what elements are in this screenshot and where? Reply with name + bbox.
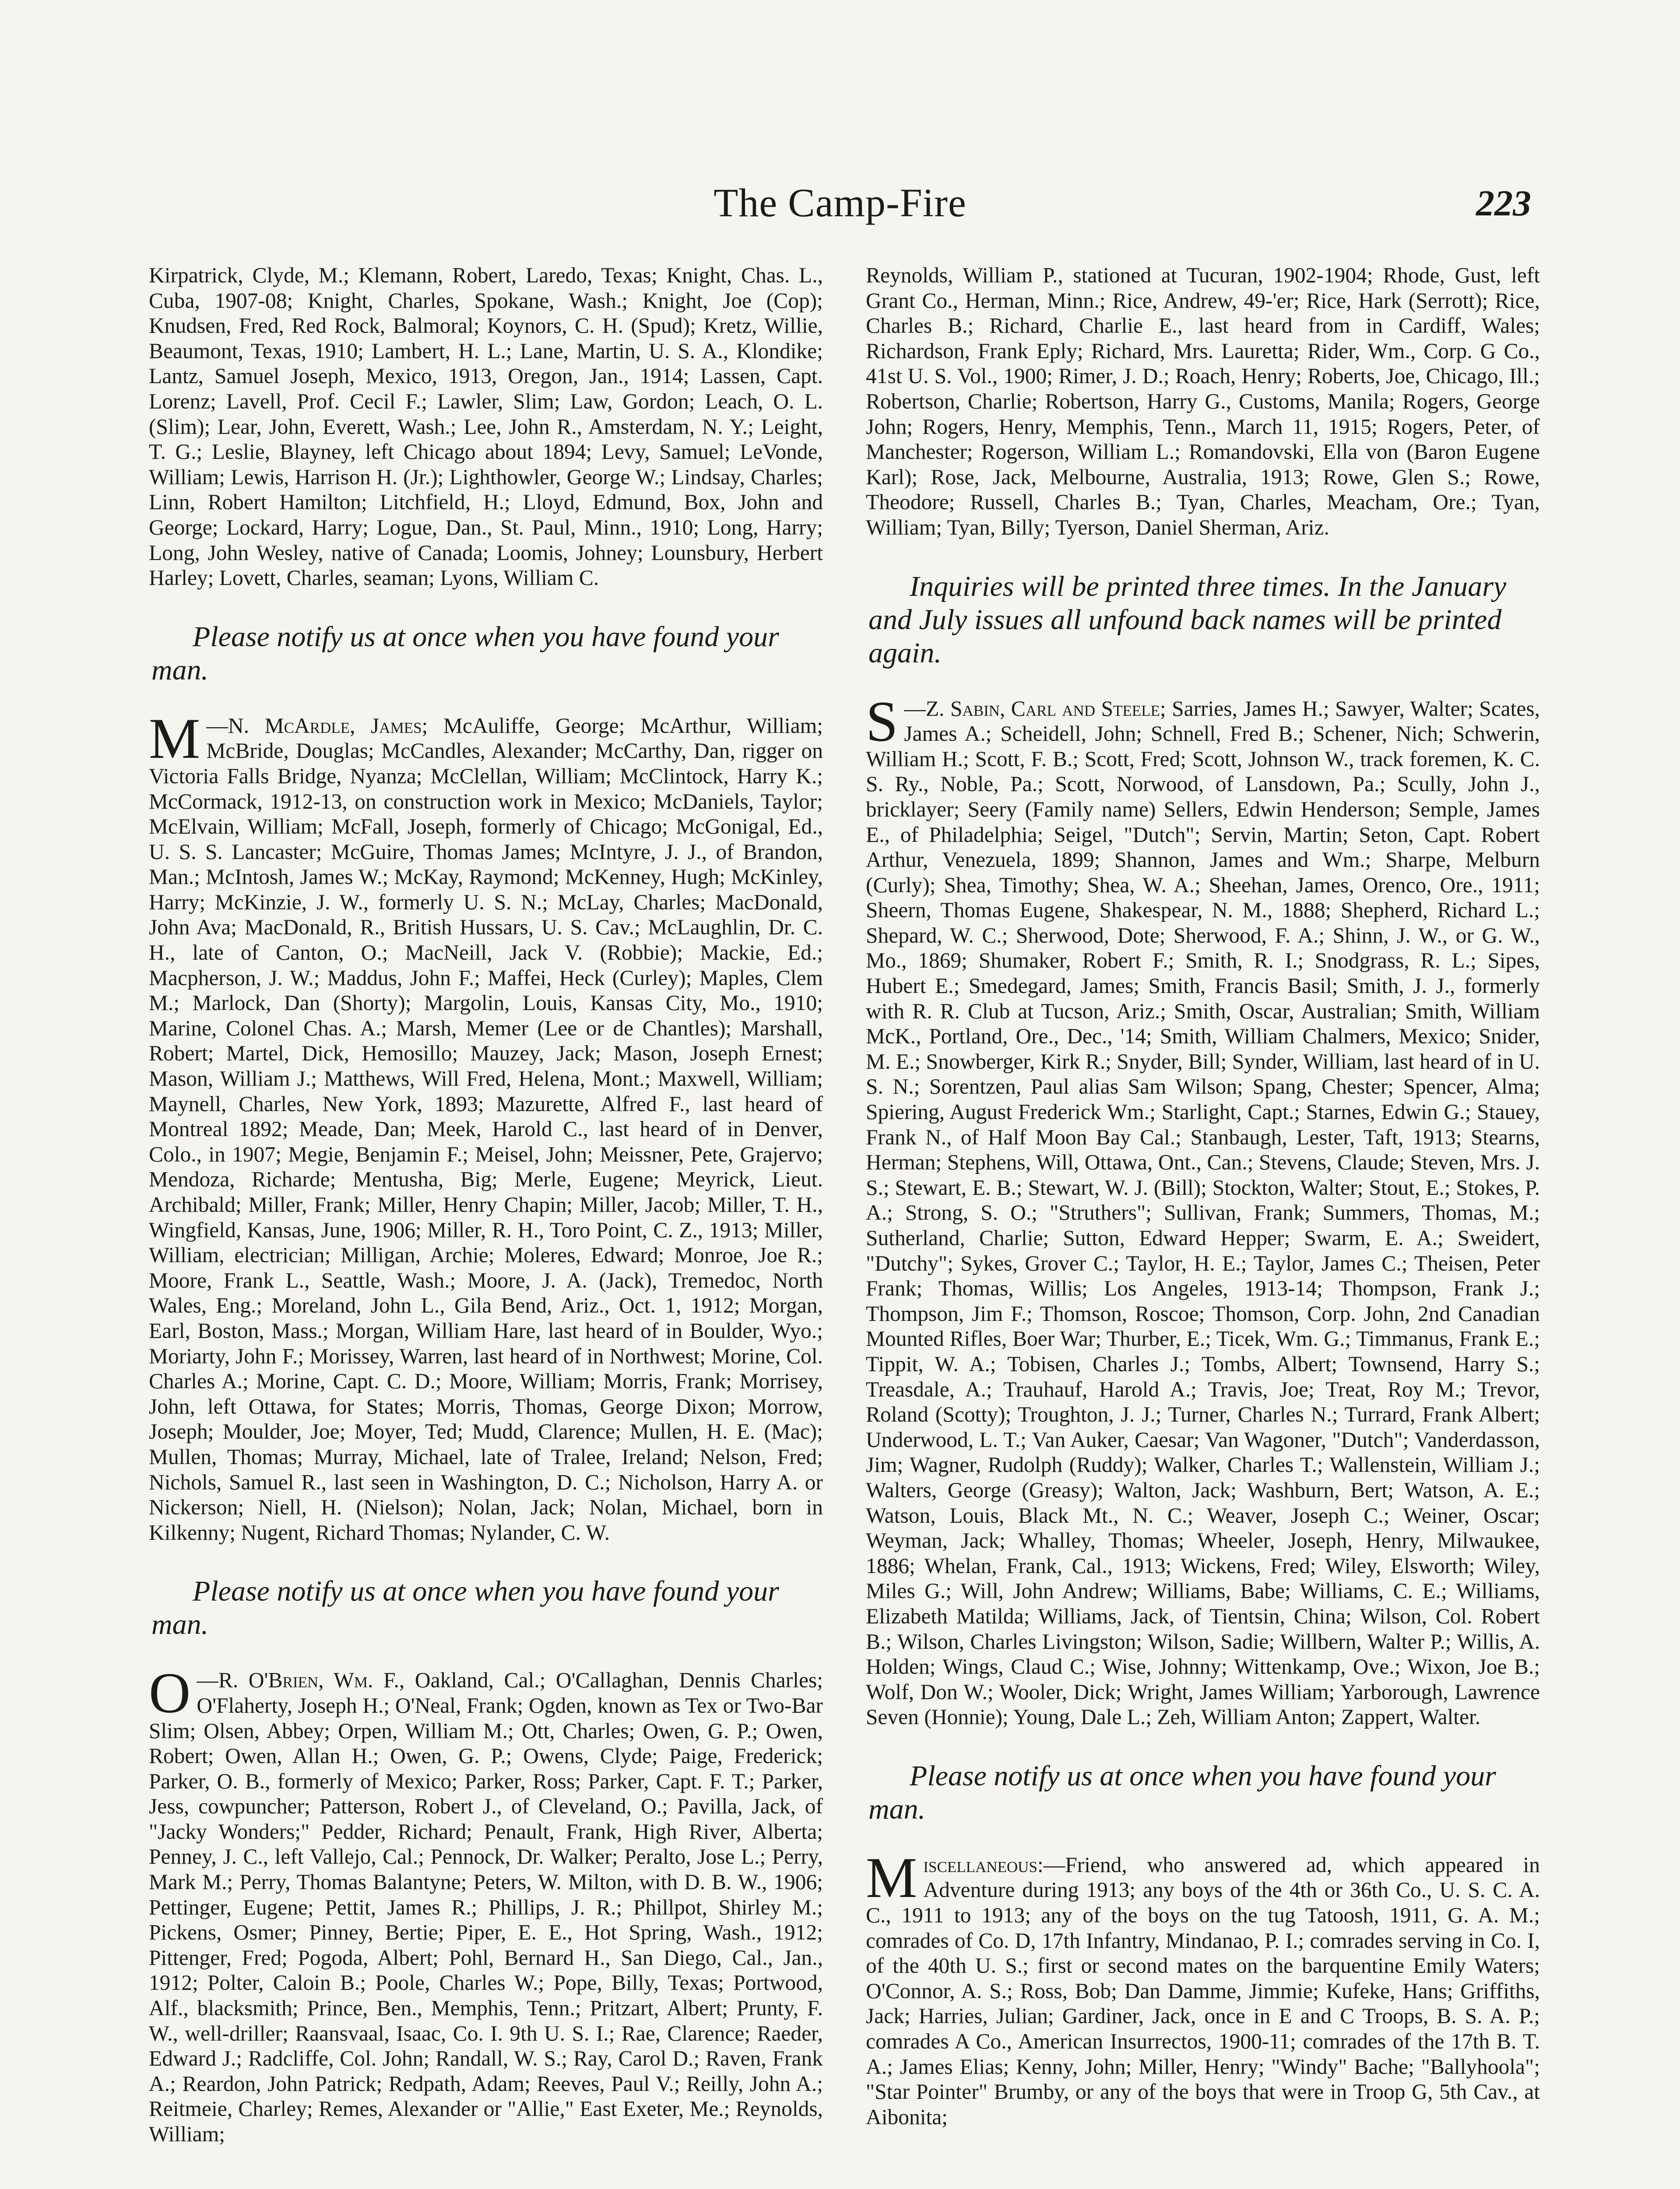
- right-column: [866, 263, 1540, 2129]
- left-column: [149, 263, 823, 2147]
- k-l-entries: Kirpatrick, Clyde, M.; Klemann, Robert, Laredo, Texas; Knight, Chas. L., Cuba, 1907-08; Knight, Charles, Spokane, Wash.; Knight, Joe (Cop); Knudsen, Fred, Red Rock, Balmoral; Koynors, C. H. (Spud); Kretz, Willie, Beaumont, Texas, 1910; Lambert, H. L.; Lane, Martin, U. S. A., Klondike; Lantz, Samuel Joseph, Mexico, 1913, Oregon, Jan., 1914; Lassen, Capt. Lorenz; Lavell, Prof. Cecil F.; Lawler, Slim; Law, Gordon; Leach, O. L. (Slim); Lear, John, Everett, Wash.; Lee, John R., Amsterdam, N. Y.; Leight, T. G.; Leslie, Blayney, left Chicago about 1894; Levy, Samuel; LeVonde, William; Lewis, Harrison H. (Jr.); Lighthowler, George W.; Lindsay, Charles; Linn, Robert Hamilton; Litchfield, H.; Lloyd, Edmund, Box, John and George; Lockard, Harry; Logue, Dan., St. Paul, Minn., 1910; Long, Harry; Long, John Wesley, native of Canada; Loomis, Johney; Lounsbury, Herbert Harley; Lovett, Charles, seaman; Lyons, William C.: [149, 263, 823, 590]
- misc-initial: M: [866, 1845, 917, 1910]
- misc-entries: —Friend, who answered ad, which appeared in Adventure during 1913; any boys of the 4th or 36th Co., U. S. C. A. C., 1911 to 1913; any of the boys on the tug Tatoosh, 1911, G. A. M.; comrades of Co. D, 17th Infantry, Mindanao, P. I.; comrades serving in Co. I, of the 40th U. S.; first or second mates on the barquentine Emily Waters; O'Connor, A. S.; Ross, Bob; Dan Damme, Jimmie; Kufeke, Hans; Griffiths, Jack; Harries, Julian; Gardiner, Jack, once in E and C Troops, B. S. A. P.; comrades A Co., American Insurrectos, 1900-11; comrades of the 17th B. T. A.; James Elias; Kenny, John; Miller, Henry; "Windy" Bache; "Ballyhoola"; "Star Pointer" Brumby, or any of the boys that were in Troop G, 5th Cav., at Aibonita;: [866, 1852, 1540, 2129]
- notify-notice-2: Please notify us at once when you have found your man.: [151, 1575, 779, 1641]
- notify-notice-3: Please notify us at once when you have found your man.: [868, 1760, 1496, 1825]
- s-z-initial: S: [866, 689, 898, 753]
- notify-notice-1: Please notify us at once when you have found your man.: [151, 620, 779, 686]
- r-entries: Reynolds, William P., stationed at Tucuran, 1902-1904; Rhode, Gust, left Grant Co., Herman, Minn.; Rice, Andrew, 49-'er; Rice, Hark (Serrott); Rice, Charles B.; Richard, Charlie E., last heard from in Cardiff, Wales; Richardson, Frank Eply; Richard, Mrs. Lauretta; Rider, Wm., Corp. G Co., 41st U. S. Vol., 1900; Rimer, J. D.; Roach, Henry; Roberts, Joe, Chicago, Ill.; Robertson, Charlie; Robertson, Harry G., Customs, Manila; Rogers, George John; Rogers, Henry, Memphis, Tenn., March 11, 1915; Rogers, Peter, of Manchester; Rogerson, William L.; Romandovski, Ella von (Baron Eugene Karl); Rose, Jack, Melbourne, Australia, 1913; Rowe, Glen S.; Rowe, Theodore; Russell, Charles B.; Tyan, Charles, Meacham, Ore.; Tyan, William; Tyan, Billy; Tyerson, Daniel Sherman, Ariz.: [866, 263, 1540, 539]
- running-header: [0, 179, 1680, 236]
- m-n-section: [149, 706, 823, 1545]
- inquiries-notice: Inquiries will be printed three times. In the January and July issues all unfound back names will be printed again.: [868, 570, 1507, 669]
- o-r-heading: —R. O'Brien, Wm. F.,: [197, 1668, 405, 1693]
- misc-heading: iscellaneous:: [923, 1852, 1044, 1877]
- page-title: The Camp-Fire: [713, 180, 967, 225]
- s-z-entries: Sarries, James H.; Sawyer, Walter; Scates, James A.; Scheidell, John; Schnell, Fred B.; Schener, Nich; Schwerin, William H.; Scott, F. B.; Scott, Fred; Scott, Johnson W., track foremen, K. C. S. Ry., Noble, Pa.; Scott, Norwood, of Lansdown, Pa.; Scully, John J., bricklayer; Seery (Family name) Sellers, Edwin Henderson; Semple, James E., of Philadelphia; Seigel, "Dutch"; Servin, Martin; Seton, Capt. Robert Arthur, Venezuela, 1899; Shannon, James and Wm.; Sharpe, Melburn (Curly); Shea, Timothy; Shea, W. A.; Sheehan, James, Orenco, Ore., 1911; Sheern, Thomas Eugene, Shakespear, N. M., 1888; Shepherd, Richard L.; Shepard, W. C.; Sherwood, Dote; Sherwood, F. A.; Shinn, J. W., or G. W., Mo., 1869; Shumaker, Robert F.; Smith, R. I.; Snodgrass, R. L.; Sipes, Hubert E.; Smedegard, James; Smith, Francis Basil; Smith, J. J., formerly with R. R. Club at Tucson, Ariz.; Smith, Oscar, Australian; Smith, William McK., Portland, Ore., Dec., '14; Smith, William Chalmers, Mexico; Snider, M. E.; Snowberger, Kirk R.; Snyder, Bill; Synder, William, last heard of in U. S. N.; Sorentzen, Paul alias Sam Wilson; Spang, Chester; Spencer, Alma; Spiering, August Frederick Wm.; Starlight, Capt.; Starnes, Edwin G.; Stauey, Frank N., of Half Moon Bay Cal.; Stanbaugh, Lester, Taft, 1913; Stearns, Herman; Stephens, Will, Ottawa, Ont., Can.; Stevens, Claude; Steven, Mrs. J. S.; Stewart, E. B.; Stewart, W. J. (Bill); Stockton, Walter; Stout, E.; Stokes, P. A.; Strong, S. O.; "Struthers"; Sullivan, Frank; Summers, Thomas, M.; Sutherland, Charlie; Sutton, Edward Hepper; Swarm, E. A.; Sweidert, "Dutchy"; Sykes, Grover C.; Taylor, H. E.; Taylor, James C.; Theisen, Peter Frank; Thomas, Willis; Los Angeles, 1913-14; Thompson, Frank J.; Thompson, Jim F.; Thomson, Roscoe; Thomson, Corp. John, 2nd Canadian Mounted Rifles, Boer War; Thurber, E.; Ticek, Wm. G.; Timmanus, Frank E.; Tippit, W. A.; Tobisen, Charles J.; Tombs, Albert; Townsend, Harry S.; Treasdale, A.; Trauhauf, Harold A.; Travis, Joe; Treat, Roy M.; Trevor, Roland (Scotty); Troughton, J. J.; Turner, Charles N.; Turrard, Frank Albert; Underwood, L. T.; Van Auker, Caesar; Van Wagoner, "Dutch"; Vanderdasson, Jim; Wagner, Rudolph (Ruddy); Walker, Charles T.; Wallenstein, William J.; Walters, George (Greasy); Walton, Jack; Washburn, Bert; Watson, A. E.; Watson, Louis, Black Mt., N. C.; Weaver, Joseph C.; Weiner, Oscar; Weyman, Jack; Whalley, Thomas; Wheeler, Joseph, Henry, Milwaukee, 1886; Whelan, Frank, Cal., 1913; Wickens, Fred; Wiley, Elsworth; Wiley, Miles G.; Will, John Andrew; Williams, Babe; Williams, C. E.; Williams, Elizabeth Matilda; Williams, Jack, of Tientsin, China; Wilson, Col. Robert B.; Wilson, Charles Livingston; Wilson, Sadie; Willbern, Walter P.; Willis, A. Holden; Wings, Claud C.; Wise, Johnny; Wittenkamp, Ove.; Wixon, Joe B.; Wolf, Don W.; Wooler, Dick; Wright, James William; Yarborough, Lawrence Seven (Honnie); Young, Dale L.; Zeh, William Anton; Zappert, Walter.: [866, 696, 1540, 1729]
- o-r-initial: O: [149, 1661, 191, 1725]
- page-number: 223: [1476, 183, 1531, 224]
- s-z-heading: —Z. Sabin, Carl and Steele;: [904, 696, 1166, 721]
- m-n-initial: M: [149, 706, 200, 771]
- m-n-heading: —N. McArdle, James;: [206, 713, 428, 738]
- o-r-entries: Oakland, Cal.; O'Callaghan, Dennis Charles; O'Flaherty, Joseph H.; O'Neal, Frank; Ogden, known as Tex or Two-Bar Slim; Olsen, Abbey; Orpen, William M.; Ott, Charles; Owen, G. P.; Owen, Robert; Owen, Allan H.; Owen, G. P.; Owens, Clyde; Paige, Frederick; Parker, O. B., formerly of Mexico; Parker, Ross; Parker, Capt. F. T.; Parker, Jess, cowpuncher; Patterson, Robert J., of Cleveland, O.; Pavilla, Jack, of "Jacky Wonders;" Pedder, Richard; Penault, Frank, High River, Alberta; Penney, J. C., left Vallejo, Cal.; Pennock, Dr. Walker; Peralto, Jose L.; Perry, Mark M.; Perry, Thomas Balantyne; Peters, W. Milton, with D. B. W., 1906; Pettinger, Eugene; Pettit, James R.; Phillips, J. R.; Phillpot, Shirley M.; Pickens, Osmer; Pinney, Bertie; Piper, E. E., Hot Spring, Wash., 1912; Pittenger, Fred; Pogoda, Albert; Pohl, Bernard H., San Diego, Cal., Jan., 1912; Polter, Caloin B.; Poole, Charles W.; Pope, Billy, Texas; Portwood, Alf., blacksmith; Prince, Ben., Memphis, Tenn.; Pritzart, Albert; Prunty, F. W., well-driller; Raansvaal, Isaac, Co. I. 9th U. S. I.; Rae, Clarence; Raeder, Edward J.; Radcliffe, Col. John; Randall, W. S.; Ray, Carol D.; Raven, Frank A.; Reardon, John Patrick; Redpath, Adam; Reeves, Paul V.; Reilly, John A.; Reitmeie, Charley; Remes, Alexander or "Allie," East Exeter, Me.; Reynolds, William;: [149, 1668, 823, 2146]
- s-z-section: [866, 689, 1540, 1730]
- m-n-entries: McAuliffe, George; McArthur, William; McBride, Douglas; McCandles, Alexander; McCarthy, Dan, rigger on Victoria Falls Bridge, Nyanza; McClellan, William; McClintock, Harry K.; McCormack, 1912-13, on construction work in Mexico; McDaniels, Taylor; McElvain, William; McFall, Joseph, formerly of Chicago; McGonigal, Ed., U. S. S. Lancaster; McGuire, Thomas James; McIntyre, J. J., of Brandon, Man.; McIntosh, James W.; McKay, Raymond; McKenney, Hugh; McKinley, Harry; McKinzie, J. W., formerly U. S. N.; McLay, Charles; MacDonald, John Ava; MacDonald, R., British Hussars, U. S. Cav.; McLaughlin, Dr. C. H., late of Canton, O.; MacNeill, Jack V. (Robbie); Mackie, Ed.; Macpherson, J. W.; Maddus, John F.; Maffei, Heck (Curley); Maples, Clem M.; Marlock, Dan (Shorty); Margolin, Louis, Kansas City, Mo., 1910; Marine, Colonel Chas. A.; Marsh, Memer (Lee or de Chantles); Marshall, Robert; Martel, Dick, Hemosillo; Mauzey, Jack; Mason, Joseph Ernest; Mason, William J.; Matthews, Will Fred, Helena, Mont.; Maxwell, William; Maynell, Charles, New York, 1893; Mazurette, Alfred F., last heard of Montreal 1892; Meade, Dan; Meek, Harold C., last heard of in Denver, Colo., in 1907; Megie, Benjamin F.; Meisel, John; Meissner, Pete, Grajervo; Mendoza, Richarde; Mentusha, Big; Merle, Eugene; Meyrick, Lieut. Archibald; Miller, Frank; Miller, Henry Chapin; Miller, Jacob; Miller, T. H., Wingfield, Kansas, June, 1906; Miller, R. H., Toro Point, C. Z., 1913; Miller, William, electrician; Milligan, Archie; Moleres, Edward; Monroe, Joe R.; Moore, Frank L., Seattle, Wash.; Moore, J. A. (Jack), Tremedoc, North Wales, Eng.; Moreland, John L., Gila Bend, Ariz., Oct. 1, 1912; Morgan, Earl, Boston, Mass.; Morgan, William Hare, last heard of in Boulder, Wyo.; Moriarty, John F.; Morissey, Warren, last heard of in Northwest; Morine, Col. Charles A.; Morine, Capt. C. D.; Moore, William; Morris, Frank; Morrisey, John, left Ottawa, for States; Morris, Thomas, George Dixon; Morrow, Joseph; Moulder, Joe; Moyer, Ted; Mudd, Clarence; Mullen, H. E. (Mac); Mullen, Thomas; Murray, Michael, late of Tralee, Ireland; Nelson, Fred; Nichols, Samuel R., last seen in Washington, D. C.; Nicholson, Harry A. or Nickerson; Niell, H. (Nielson); Nolan, Jack; Nolan, Michael, born in Kilkenny; Nugent, Richard Thomas; Nylander, C. W.: [149, 713, 823, 1545]
- o-r-section: [149, 1661, 823, 2147]
- misc-section: [866, 1845, 1540, 2130]
